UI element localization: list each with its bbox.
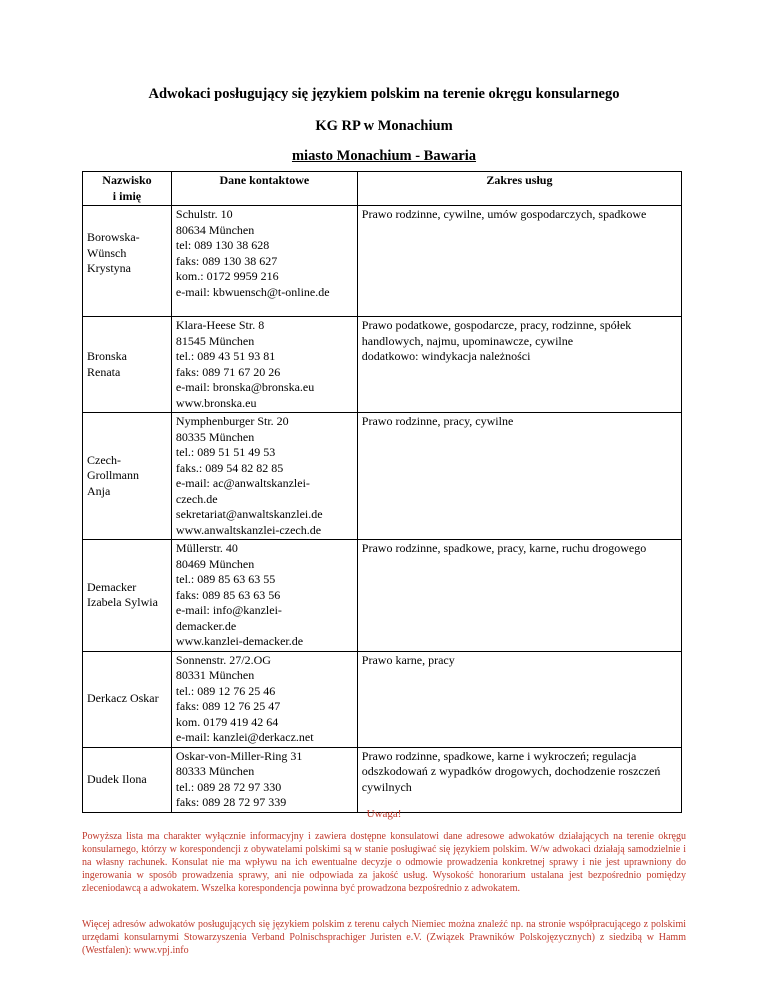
contact-line: faks: 089 85 63 63 56 <box>175 587 281 602</box>
contact-line: tel.: 089 43 51 93 81 <box>175 349 276 363</box>
contact-line: tel.: 089 51 51 49 53 <box>175 445 276 459</box>
lawyer-name: Dudek Ilona <box>83 747 172 812</box>
contact-line: e-mail: info@kanzlei- <box>175 603 282 617</box>
contact-line: tel.: 089 85 63 63 55 <box>175 572 276 586</box>
column-header-scope: Zakres usług <box>357 172 681 206</box>
notice-title: Uwaga! <box>366 808 402 820</box>
column-header-contact: Dane kontaktowe <box>171 172 357 206</box>
contact-line: Klara-Heese Str. 8 <box>175 318 265 332</box>
table-row <box>83 206 682 317</box>
table-header-row <box>83 172 682 206</box>
contact-details <box>171 540 357 652</box>
contact-line: Nymphenburger Str. 20 <box>175 414 289 428</box>
contact-line: faks: 089 71 67 20 26 <box>175 364 281 379</box>
contact-details <box>171 206 357 317</box>
contact-details <box>171 747 357 812</box>
lawyer-name: Derkacz Oskar <box>83 651 172 747</box>
contact-line: www.bronska.eu <box>175 395 257 410</box>
contact-line: tel: 089 130 38 628 <box>175 238 270 252</box>
contact-details <box>171 651 357 747</box>
document-title: Adwokaci posługujący się językiem polskim na terenie okręgu konsularnego <box>148 86 620 102</box>
table-row <box>83 651 682 747</box>
contact-line: kom. 0179 419 42 64 <box>175 714 279 729</box>
contact-line: www.anwaltskanzlei-czech.de <box>175 522 322 537</box>
table-row <box>83 747 682 812</box>
lawyer-name: Demacker Izabela Sylwia <box>83 540 172 652</box>
contact-line: Schulstr. 10 <box>175 207 233 221</box>
contact-line: kom.: 0172 9959 216 <box>175 269 279 283</box>
contact-line: 80335 München <box>175 429 255 444</box>
region-heading: miasto Monachium - Bawaria <box>291 148 477 164</box>
contact-line: 80331 München <box>175 668 255 682</box>
service-scope: Prawo rodzinne, spadkowe, pracy, karne, ruchu drogowego <box>357 540 681 652</box>
contact-line: tel.: 089 12 76 25 46 <box>175 683 276 698</box>
contact-line: Sonnenstr. 27/2.OG <box>175 652 271 667</box>
contact-line: Müllerstr. 40 <box>175 541 238 555</box>
contact-line: faks: 089 28 72 97 339 <box>175 795 287 809</box>
contact-line: Oskar-von-Miller-Ring 31 <box>175 748 303 763</box>
contact-line: e-mail: ac@anwaltskanzlei- <box>175 476 310 490</box>
contact-line: faks: 089 130 38 627 <box>175 253 278 268</box>
contact-line: e-mail: kbwuensch@t-online.de <box>175 284 330 299</box>
table-row <box>83 540 682 652</box>
contact-line: e-mail: bronska@bronska.eu <box>175 380 315 394</box>
contact-line: 80634 München <box>175 222 255 237</box>
contact-line: sekretariat@anwaltskanzlei.de <box>175 507 323 521</box>
lawyer-name: Bronska Renata <box>83 317 172 413</box>
contact-line: 80469 München <box>175 556 255 571</box>
service-scope: Prawo rodzinne, spadkowe, karne i wykroczeń; regulacja odszkodowań z wypadków drogowych, dochodzenie roszczeń cywilnych <box>357 747 681 812</box>
contact-line: faks.: 089 54 82 82 85 <box>175 460 284 475</box>
contact-line: 81545 München <box>175 333 255 348</box>
lawyer-name: Czech- Grollmann Anja <box>83 413 172 540</box>
service-scope: Prawo rodzinne, cywilne, umów gospodarczych, spadkowe <box>357 206 681 317</box>
service-scope: Prawo podatkowe, gospodarcze, pracy, rodzinne, spółek handlowych, najmu, upominawcze, cywilne dodatkowo: windykacja należności <box>357 317 681 413</box>
contact-line: e-mail: kanzlei@derkacz.net <box>175 730 314 744</box>
table-row <box>83 413 682 540</box>
contact-line: czech.de <box>175 491 218 506</box>
service-scope: Prawo rodzinne, pracy, cywilne <box>357 413 681 540</box>
contact-details <box>171 413 357 540</box>
table-row <box>83 317 682 413</box>
contact-line: faks: 089 12 76 25 47 <box>175 699 281 713</box>
document-subtitle: KG RP w Monachium <box>315 118 453 134</box>
lawyer-name: Borowska- Wünsch Krystyna <box>83 206 172 317</box>
notice-paragraph-2: Więcej adresów adwokatów posługujących się językiem polskim z terenu całych Niemiec można znaleźć np. na stronie współpracującego z polskimi urzędami konsularnymi Stowarzyszenia Verband Polnischsprachiger Juristen e.V. (Związek Prawników Polskojęzycznych) z siedzibą w Hamm (Westfalen): www.vpj.info <box>82 919 686 956</box>
contact-line: demacker.de <box>175 618 237 633</box>
lawyers-table <box>82 171 682 813</box>
service-scope: Prawo karne, pracy <box>357 651 681 747</box>
notice-paragraph-1: Powyższa lista ma charakter wyłącznie informacyjny i zawiera dostępne konsulatowi dane adresowe adwokatów działających na terenie okręgu konsularnego, którzy w korespondencji z obywatelami polskimi są w stanie posługiwać się językiem polskim. W/w adwokaci działają samodzielnie i na własny rachunek. Konsulat nie ma wpływu na ich ewentualne decyzje o odmowie prowadzenia konkretnej sprawy i nie jest uprawniony do ingerowania w sposób prowadzenia sprawy, ani nie odpowiada za jakość usług. Wysokość honorarium ustalana jest bezpośrednio pomiędzy zleceniodawcą a adwokatem. Wszelka korespondencja powinna być prowadzona bezpośrednio z adwokatem. <box>82 831 686 894</box>
contact-line: tel.: 089 28 72 97 330 <box>175 779 282 794</box>
contact-details <box>171 317 357 413</box>
contact-line: 80333 München <box>175 764 255 778</box>
column-header-name: Nazwisko i imię <box>83 172 172 206</box>
contact-line: www.kanzlei-demacker.de <box>175 634 304 648</box>
